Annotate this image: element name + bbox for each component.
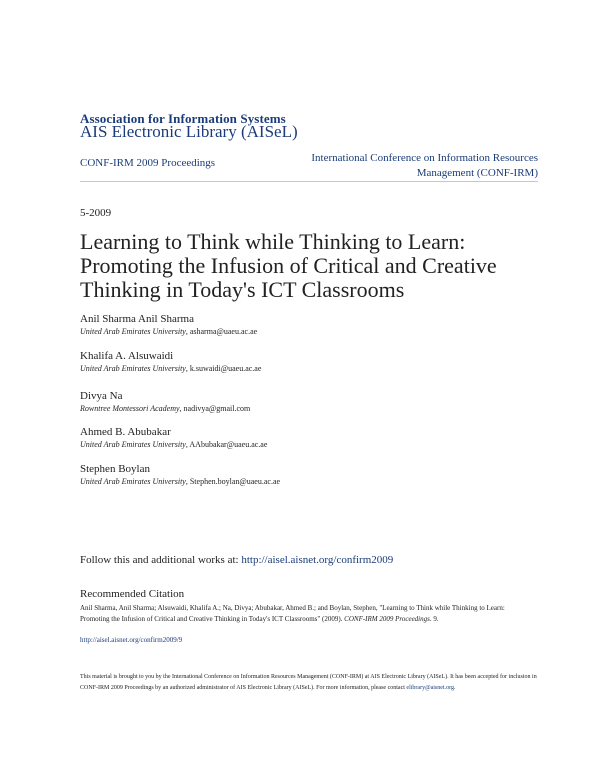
author-2 (80, 349, 261, 375)
title-line-2: Promoting the Infusion of Critical and Creative (80, 253, 497, 278)
conference-line-1: International Conference on Information Resources (311, 152, 538, 164)
header-association: Association for Information Systems (80, 111, 286, 126)
aisel-link[interactable]: AIS Electronic Library (AISeL) (80, 122, 298, 141)
author-affiliation: United Arab Emirates University, Stephen.boylan@uaeu.ac.ae (80, 477, 281, 486)
footer-note: This material is brought to you by the International Conference on Information Resources Management (CONF-IRM) at AIS Electronic Library (AISeL). It has been accepted for inclusion in CONF-IRM 2009 Proceedings by an authorized administrator of AIS Electronic Library (AISeL). For more information, please contact elibrary@aisnet.org. (80, 674, 537, 691)
citation-link[interactable]: http://aisel.aisnet.org/confirm2009/9 (80, 636, 183, 644)
author-affiliation: Rowntree Montessori Academy, nadivya@gmail.com (80, 404, 251, 413)
citation-heading: Recommended Citation (80, 588, 185, 600)
author-name: Anil Sharma Anil Sharma (80, 313, 194, 325)
author-affiliation: United Arab Emirates University, AAbubakar@uaeu.ac.ae (80, 440, 268, 449)
series-divider (80, 181, 538, 182)
title-line-3: Thinking in Today's ICT Classrooms (80, 277, 405, 302)
paper-title (80, 230, 550, 302)
follow-link[interactable]: http://aisel.aisnet.org/confirm2009 (241, 554, 394, 566)
author-affiliation: United Arab Emirates University, k.suwaidi@uaeu.ac.ae (80, 364, 262, 373)
author-name: Divya Na (80, 390, 123, 402)
author-3 (80, 389, 250, 415)
follow-line (80, 554, 393, 566)
citation-body: Anil Sharma, Anil Sharma; Alsuwaidi, Khalifa A.; Na, Divya; Abubakar, Ahmed B.; and Boylan, Stephen, "Learning to Think while Thinking to Learn: Promoting the Infusion of Critical and Creative Thinking in Today's ICT Classrooms" (2009). CONF-IRM 2009 Proceedings. 9. (80, 604, 505, 623)
title-line-1: Learning to Think while Thinking to Learn: (80, 229, 466, 254)
author-1 (80, 312, 257, 338)
conference-link[interactable] (278, 151, 538, 181)
author-name: Ahmed B. Abubakar (80, 426, 171, 438)
follow-text: Follow this and additional works at: (80, 554, 242, 566)
publication-date: 5-2009 (80, 207, 112, 219)
proceedings-link[interactable]: CONF-IRM 2009 Proceedings (80, 157, 216, 169)
author-name: Khalifa A. Alsuwaidi (80, 350, 174, 362)
author-5 (80, 462, 280, 488)
author-name: Stephen Boylan (80, 463, 150, 475)
author-4 (80, 425, 267, 451)
contact-email-link[interactable]: elibrary@aisnet.org (406, 685, 454, 691)
author-affiliation: United Arab Emirates University, asharma@uaeu.ac.ae (80, 327, 258, 336)
conference-line-2: Management (CONF-IRM) (416, 167, 538, 179)
